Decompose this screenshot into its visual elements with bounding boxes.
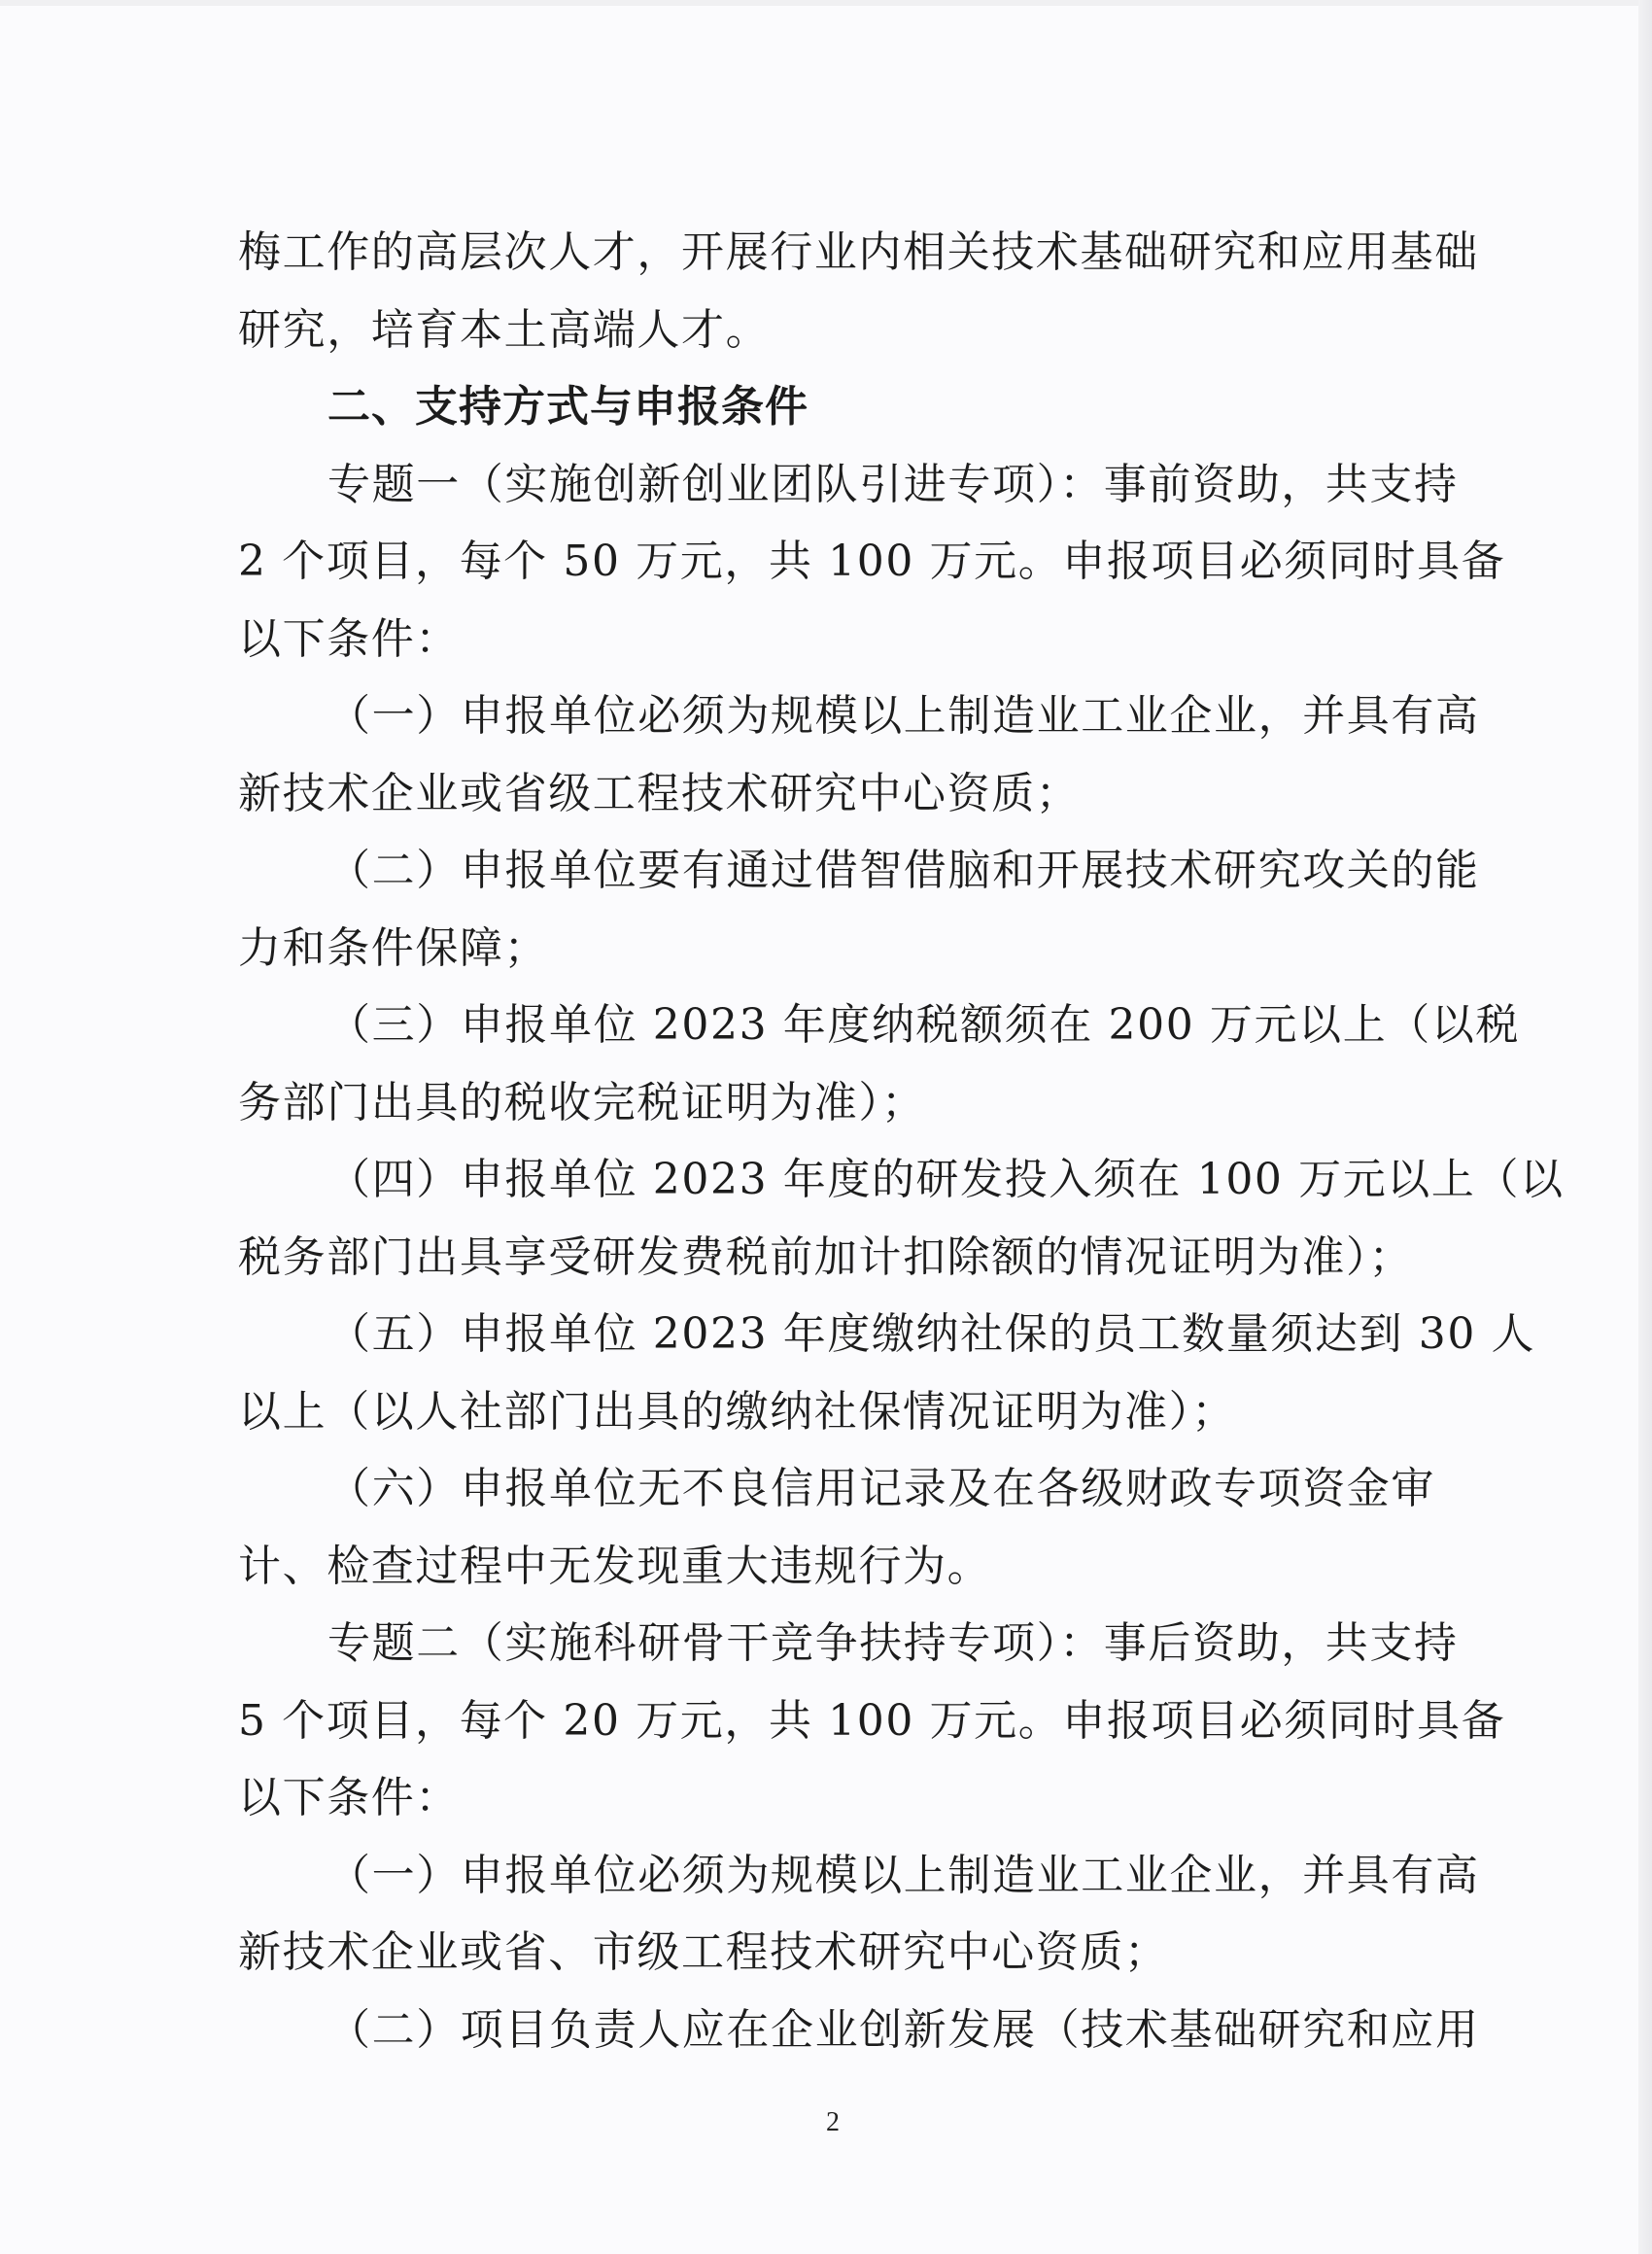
condition-line: 以上（以人社部门出具的缴纳社保情况证明为准）； [238,1386,1236,1437]
condition-line: 新技术企业或省、市级工程技术研究中心资质； [238,1927,1169,1977]
paragraph-line: 梅工作的高层次人才，开展行业内相关技术基础研究和应用基础 [238,227,1479,277]
topic-1-intro-line: 专题一（实施创新创业团队引进专项）：事前资助，共支持 [327,459,1459,509]
condition-line: （二）申报单位要有通过借智借脑和开展技术研究攻关的能 [327,846,1480,895]
condition-line: 务部门出具的税收完税证明为准）； [238,1077,926,1127]
topic-1 [238,458,1565,1617]
topic-2-intro-line: 以下条件： [238,1773,460,1822]
section-heading: 二、支持方式与申报条件 [327,382,809,432]
topic-2-intro-line: 专题二（实施科研骨干竞争扶持专项）：事后资助，共支持 [327,1618,1459,1668]
condition-item [238,844,1480,998]
condition-item [238,998,1521,1153]
condition-line: 税务部门出具享受研发费税前加计扣除额的情况证明为准）； [238,1231,1414,1282]
topic-1-intro-line: 以下条件： [238,613,460,664]
condition-line: （二）项目负责人应在企业创新发展（技术基础研究和应用 [327,2004,1480,2055]
page-number: 2 [826,2107,840,2137]
topic-2-intro-line: 5 个项目，每个 20 万元，共 100 万元。申报项目必须同时具备 [238,1695,1506,1746]
paragraph-line: 研究，培育本土高端人才。 [238,304,771,355]
condition-line: （五）申报单位 2023 年度缴纳社保的员工数量须达到 30 人 [327,1309,1536,1359]
condition-line: （一）申报单位必须为规模以上制造业工业企业，并具有高 [327,1850,1480,1900]
condition-item [238,1462,1435,1616]
topic-2 [238,1616,1506,2080]
scan-edge-right [1638,0,1652,2254]
condition-item [238,1849,1480,2003]
condition-line: （六）申报单位无不良信用记录及在各级财政专项资金审 [327,1464,1435,1513]
scan-edge-top [0,0,1652,6]
condition-line: （四）申报单位 2023 年度的研发投入须在 100 万元以上（以 [327,1155,1565,1204]
condition-line: （一）申报单位必须为规模以上制造业工业企业，并具有高 [327,691,1480,741]
document-body [238,225,1565,2080]
condition-item [238,1153,1565,1307]
condition-line: 力和条件保障； [238,922,549,973]
topic-1-intro-line: 2 个项目，每个 50 万元，共 100 万元。申报项目必须同时具备 [238,537,1506,586]
condition-item [238,689,1480,844]
condition-line: （三）申报单位 2023 年度纳税额须在 200 万元以上（以税 [327,1000,1521,1050]
condition-item [238,2003,1480,2081]
condition-item [238,1307,1536,1462]
condition-line: 计、检查过程中无发现重大违规行为。 [238,1541,992,1591]
condition-line: 新技术企业或省级工程技术研究中心资质； [238,768,1081,818]
